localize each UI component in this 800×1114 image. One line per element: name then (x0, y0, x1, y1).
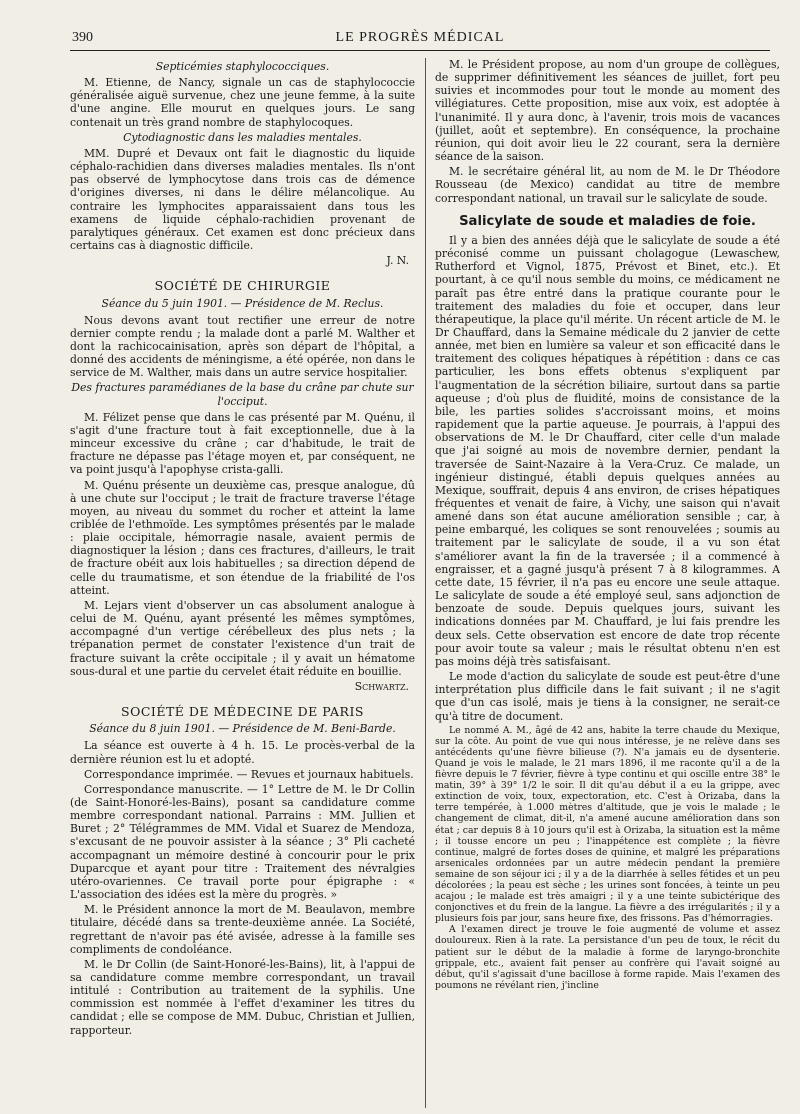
society-heading-medecine: SOCIÉTÉ DE MÉDECINE DE PARIS (121, 704, 364, 720)
article-title: Salicylate de soude et maladies de foie. (459, 213, 756, 229)
paragraph: M. Lejars vient d'observer un cas absolument analogue à celui de M. Quénu, ayant présenté les mêmes symptômes, accompagné d'un vertige cérébelleux des plus nets ; la trépanation permet de constater l'existence d'un trait de fracture suivant la crête occipitale ; il y avait un hématome sous-dural et une partie du cervelet était réduite en bouillie. (70, 598, 415, 678)
running-header (70, 28, 770, 51)
paragraph: MM. Dupré et Devaux ont fait le diagnostic du liquide céphalo-rachidien dans diverses maladies mentales. Ils n'ont pas observé de lymphocytose dans trois cas de démence d'origines diverses, ni dans le délire mélancolique. Au contraire les lymphocites apparaissaient dans tous les examens de liquide céphalo-rachidien provenant de paralytiques généraux. Cet examen est donc précieux dans certains cas à diagnostic difficile. (70, 146, 415, 253)
paragraph: M. Félizet pense que dans le cas présenté par M. Quénu, il s'agit d'une fracture tout à fait exceptionnelle, due à la minceur excessive du crâne ; car d'habitude, le trait de fracture ne dépasse pas l'étage moyen et, par conséquent, ne va point jusqu'à l'apophyse crista-galli. (70, 410, 415, 477)
signature: Schwartz. (354, 679, 409, 693)
column-divider (425, 58, 426, 1108)
session-line: Séance du 8 juin 1901. — Présidence de M. Beni-Barde. (89, 722, 396, 736)
paragraph: A l'examen direct je trouve le foie augmenté de volume et assez douloureux. Rien à la rate. La persistance d'un peu de toux, le récit du patient sur le début de la maladie à forme de laryngo-bronchite grippale, etc., avaient fait penser au confrère qui l'avait soigné au début, qu'il s'agissait d'une bacillose à forme rapide. Mais l'examen des poumons ne révélant rien, j'incline (435, 924, 780, 991)
paragraph: Nous devons avant tout rectifier une erreur de notre dernier compte rendu ; la malade dont a parlé M. Walther et dont la rachicocainisation, après son départ de l'hôpital, a donné des accidents de méningisme, a été opérée, non dans le service de M. Walther, mais dans un autre service hospitalier. (70, 313, 415, 380)
paragraph: M. le Président annonce la mort de M. Beaulavon, membre titulaire, décédé dans sa trente-deuxième année. La Société, regrettant de n'avoir pas été avisée, adresse à la famille ses compliments de condoléance. (70, 903, 415, 956)
session-line: Séance du 5 juin 1901. — Présidence de M. Reclus. (101, 296, 384, 310)
paragraph: Le nommé A. M., âgé de 42 ans, habite la terre chaude du Mexique, sur la côte. Au point de vue qui nous intéresse, je ne relève dans ses antécédents qu'une fièvre bilieuse (?). N'a jamais eu de dysenterie. Quand je vois le malade, le 21 mars 1896, il me raconte qu'il a de la fièvre depuis le 7 février, fièvre à type continu et qui oscille entre 38° le matin, 39° à 39° 1/2 le soir. Il dit qu'au début il a eu la grippe, avec extinction de voix, toux, expectoration, etc. C'est à Orizaba, dans la terre tempérée, à 1.000 mètres d'altitude, que je vois le malade ; le changement de climat, dit-il, n'a amené aucune amélioration dans son état ; car depuis 8 à 10 jours qu'il est à Orizaba, la situation est la même ; il tousse encore un peu ; l'inappétence est complète ; la fièvre continue, malgré de fortes doses de quinine, et malgré les préparations arsenicales ordonnées par un autre médecin pendant la première semaine de son séjour ici ; il y a de la diarrhée à selles fétides et un peu décolorées ; la peau est sèche ; les urines sont foncées, à teinte un peu acajou ; le malade est très amaigri ; il y a une teinte subictérique des conjonctives et du frein de la langue. La fièvre a des irrégularités ; il y a plusieurs fois par jour, sans heure fixe, des frissons. Pas d'hémorragies. (435, 724, 780, 925)
paragraph: Il y a bien des années déjà que le salicylate de soude a été préconisé comme un puissant cholagogue (Lewaschew, Rutherford et Vignol, 1875, Prévost et Binet, etc.). Et pourtant, à ce qu'il nous semble du moins, ce médicament ne paraît pas être entré dans la pratique courante pour le traitement des maladies du foie et occuper, dans leur thérapeutique, la place qu'il mérite. Un récent article de M. le Dr Chauffard, dans la Semaine médicale du 2 janvier de cette année, met bien en lumière sa valeur et son efficacité dans le traitement des coliques hépatiques à répétition : dans ce cas particulier, les bons effets obtenus s'expliquent par l'augmentation de la sécrétion biliaire, surtout dans sa partie aqueuse ; d'où plus de fluidité, moins de consistance de la bile, les parties solides s'accroissant moins, et moins rapidement que la partie aqueuse. Je pourrais, à l'appui des observations de M. le Dr Chauffard, citer celle d'un malade que j'ai soigné au mois de novembre dernier, pendant la traversée de Saint-Nazaire à la Vera-Cruz. Ce malade, un ingénieur distingué, établi depuis quelques années au Mexique, souffrait, depuis 4 ans environ, de crises hépatiques fréquentes et venait de faire, à Vichy, une saison qui n'avait amené dans son état aucune amélioration sensible ; car, à peine embarqué, les coliques se sont renouvelées ; soumis au traitement par le salicylate de soude, il a vu son état s'améliorer avant la fin de la traversée ; il a commencé à engraisser, et a gagné jusqu'à présent 7 à 8 kilogrammes. A cette date, 15 février, il n'a pas eu encore une seule attaque. Le salicylate de soude a été employé seul, sans adjonction de benzoate de soude. Depuis quelques jours, suivant les indications données par M. Chauffard, je lui fais prendre les deux sels. Cette observation est encore de date trop récente pour avoir toute sa valeur ; mais le résultat obtenu n'en est pas moins déjà très satisfaisant. (435, 233, 780, 668)
paragraph: M. le Dr Collin (de Saint-Honoré-les-Bains), lit, à l'appui de sa candidature comme membre correspondant, un travail intitulé : Contribution au traitement de la syphilis. Une commission est nommée à l'effet d'examiner les titres du candidat ; elle se compose de MM. Dubuc, Christian et Jullien, rapporteur. (70, 957, 415, 1037)
paragraph: Correspondance manuscrite. — 1° Lettre de M. le Dr Collin (de Saint-Honoré-les-Bains), posant sa candidature comme membre correspondant national. Parrains : MM. Jullien et Buret ; 2° Télégrammes de MM. Vidal et Suarez de Mendoza, s'excusant de ne pouvoir assister à la séance ; 3° Pli cacheté accompagnant un mémoire destiné à concourir pour le prix Duparcque et ayant pour titre : Traitement des névralgies utéro-ovariennes. Ce travail porte pour épigraphe : « L'association des idées est la mère du progrès. » (70, 782, 415, 902)
paragraph: Correspondance imprimée. — Revues et journaux habituels. (84, 767, 414, 781)
journal-title: LE PROGRÈS MÉDICAL (335, 30, 505, 45)
topic-title: Des fractures paramédianes de la base du crâne par chute sur l'occiput. (71, 381, 414, 408)
paragraph: La séance est ouverte à 4 h. 15. Le procès-verbal de la dernière réunion est lu et adopté. (70, 739, 415, 766)
paragraph: M. Etienne, de Nancy, signale un cas de staphylococcie généralisée aiguë survenue, chez une jeune femme, à la suite d'une angine. Elle mourut en quelques jours. Le sang contenait un très grand nombre de staphylocoques. (70, 76, 415, 129)
paragraph: M. Quénu présente un deuxième cas, presque analogue, dû à une chute sur l'occiput ; le trait de fracture traverse l'étage moyen, au niveau du sommet du rocher et atteint la lame criblée de l'ethmoïde. Les symptômes présentés par le malade : plaie occipitale, hémorragie nasale, avaient permis de diagnostiquer la lésion ; dans ces fractures, d'ailleurs, le trait de fracture obéit aux lois habituelles ; sa direction dépend de celle du traumatisme, et son étendue de la friabilité de l'os atteint. (70, 478, 415, 597)
paragraph: Le mode d'action du salicylate de soude est peut-être d'une interprétation plus difficile dans le fait suivant ; il ne s'agit que d'un cas isolé, mais je tiens à la consigner, ne serait-ce qu'à titre de document. (435, 670, 780, 723)
society-heading-chirurgie: SOCIÉTÉ DE CHIRURGIE (154, 278, 331, 294)
case-report (435, 725, 780, 991)
right-column (435, 58, 780, 1108)
paragraph: M. le secrétaire général lit, au nom de M. le Dr Théodore Rousseau (de Mexico) candidat au titre de membre correspondant national, un travail sur le salicylate de soude. (435, 165, 780, 205)
signature: J. N. (386, 254, 409, 268)
section-title-cytodiagnostic: Cytodiagnostic dans les maladies mentales. (123, 130, 362, 144)
paragraph: M. le Président propose, au nom d'un groupe de collègues, de supprimer définitivement les séances de juillet, fort peu suivies et incommodes pour tout le monde au moment des villégiatures. Cette proposition, mise aux voix, est adoptée à l'unanimité. Il y aura donc, à l'avenir, trois mois de vacances (juillet, août et septembre). En conséquence, la prochaine réunion, qui doit avoir lieu le 22 courant, sera la dernière séance de la saison. (435, 58, 780, 164)
left-column (70, 58, 415, 1108)
section-title-septicemies: Septicémies staphylococciques. (155, 60, 330, 73)
page-number: 390 (72, 30, 93, 45)
